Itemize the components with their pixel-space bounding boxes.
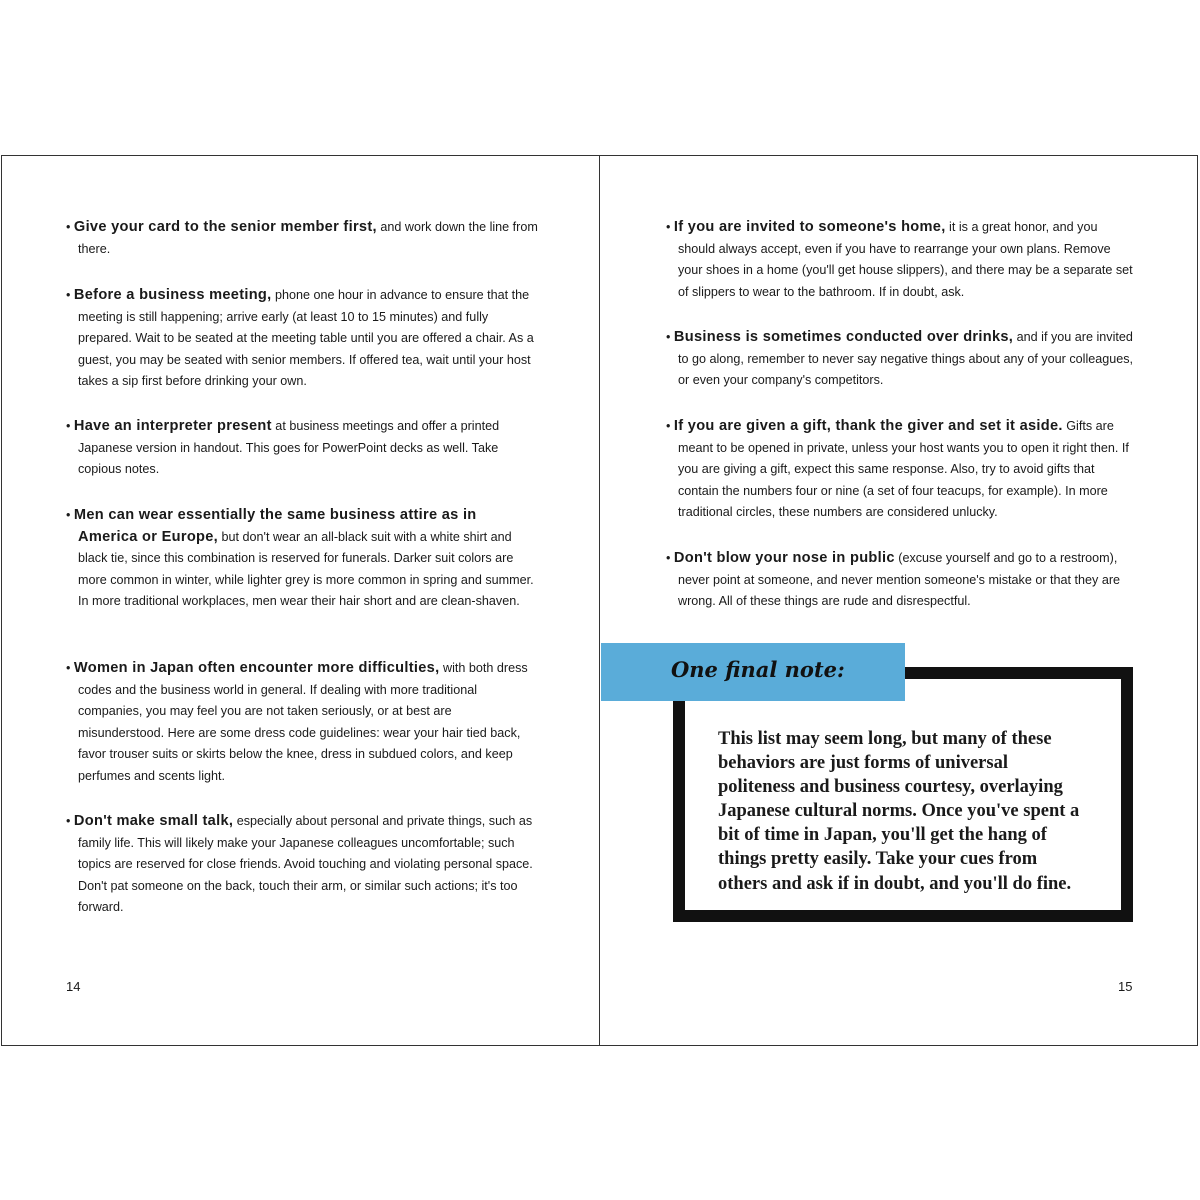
bullet-item: • Don't blow your nose in public (excuse yourself and go to a restroom), never point at someone, and never mention someone's mistake or that they are wrong. All of these things are rude and disrespectful. xyxy=(666,550,1121,608)
bullet-item: • Women in Japan often encounter more difficulties, with both dress codes and the business world in general. If dealing with more traditional companies, you may feel you are not taken seriously, or at best are misunderstood. Here are some dress code guidelines: wear your hair tied back, favor trouser suits or skirts below the knee, dress in subdued colors, and keep perfumes and scents light. xyxy=(66,660,528,783)
callout-banner xyxy=(601,643,905,701)
page-number: 14 xyxy=(66,979,81,994)
bullet-lead: Don't blow your nose in public xyxy=(673,550,895,566)
callout-body: This list may seem long, but many of these behaviors are just forms of universal politeness and business courtesy, overlaying Japanese cultural norms. Once you've spent a bit of time in Japan, you'll get the hang of things pretty easily. Take your cues from others and ask if in doubt, and you'll do fine. xyxy=(718,729,1080,894)
bullet-item: • Don't make small talk, especially about personal and private things, such as family life. This will likely make your Japanese colleagues uncomfortable; such topics are reserved for close friends. Avoid touching and violating personal space. Don't pat someone on the back, touch their arm, or similar such actions; it's too forward. xyxy=(66,813,533,914)
bullet-lead: Business is sometimes conducted over drinks, xyxy=(673,329,1014,345)
bullet-body: and work down the line from there. xyxy=(78,220,538,256)
bullet-item: • Men can wear essentially the same business attire as in America or Europe, but don't wear an all-black suit with a white shirt and black tie, since this combination is reserved for funerals. Darker suit colors are more common in winter, while lighter grey is more common in spring and summer. In more traditional workplaces, men wear their hair short and are clean-shaven. xyxy=(66,507,534,608)
bullet-lead: Have an interpreter present xyxy=(73,418,272,434)
bullet-item: • If you are invited to someone's home, it is a great honor, and you should always accept, even if you have to rearrange your own plans. Remove your shoes in a home (you'll get house slippers), and there may be a separate set of slippers to wear to the bathroom. If in doubt, ask. xyxy=(666,219,1133,299)
bullet-lead: Men can wear essentially the same business attire as in America or Europe, xyxy=(73,507,477,545)
page-number: 15 xyxy=(1118,979,1133,994)
bullet-item: • Before a business meeting, phone one hour in advance to ensure that the meeting is still happening; arrive early (at least 10 to 15 minutes) and fully prepared. Wait to be seated at the meeting table until you are offered a chair. As a guest, you may be seated with senior members. If offered tea, wait until your host takes a sip first before drinking your own. xyxy=(66,287,534,388)
bullet-lead: If you are invited to someone's home, xyxy=(673,219,946,235)
bullet-body: but don't wear an all-black suit with a white shirt and black tie, since this combination is reserved for funerals. Darker suit colors are more common in winter, while lighter grey is more common in spring and summer. In more traditional workplaces, men wear their hair short and are clean-shaven. xyxy=(78,529,534,608)
callout-box xyxy=(673,667,1133,922)
bullet-body: (excuse yourself and go to a restroom), never point at someone, and never mention someone's mistake or that they are wrong. All of these things are rude and disrespectful. xyxy=(678,551,1121,608)
bullet-item: • If you are given a gift, thank the giver and set it aside. Gifts are meant to be opened in private, unless your host wants you to open it right then. If you are giving a gift, expect this same response. Also, try to avoid gifts that contain the numbers four or nine (a set of four teacups, for example). In more traditional circles, these numbers are considered unlucky. xyxy=(666,418,1129,519)
bullet-body: especially about personal and private things, such as family life. This will likely make your Japanese colleagues uncomfortable; such topics are reserved for close friends. Avoid touching and violating personal space. Don't pat someone on the back, touch their arm, or similar such actions; it's too forward. xyxy=(78,814,533,914)
bullet-lead: Before a business meeting, xyxy=(73,287,272,303)
bullet-body: and if you are invited to go along, remember to never say negative things about any of your colleagues, or even your company's competitors. xyxy=(678,330,1134,387)
bullet-body: with both dress codes and the business world in general. If dealing with more traditional companies, you may feel you are not taken seriously, or at best are misunderstood. Here are some dress code guidelines: wear your hair tied back, favor trouser suits or skirts below the knee, dress in subdued colors, and keep perfumes and scents light. xyxy=(78,661,528,783)
bullet-lead: Women in Japan often encounter more difficulties, xyxy=(73,660,440,676)
bullet-item: • Have an interpreter present at business meetings and offer a printed Japanese version in handout. This goes for PowerPoint decks as well. Take copious notes. xyxy=(66,418,500,476)
callout-title: One final note: xyxy=(671,657,845,682)
page-fold xyxy=(599,155,600,1046)
bullet-body: Gifts are meant to be opened in private, unless your host wants you to open it right then. If you are giving a gift, expect this same response. Also, try to avoid gifts that contain the numbers four or nine (a set of four teacups, for example). In more traditional circles, these numbers are considered unlucky. xyxy=(678,419,1129,519)
bullet-lead: Give your card to the senior member first, xyxy=(73,219,377,235)
bullet-body: phone one hour in advance to ensure that the meeting is still happening; arrive early (at least 10 to 15 minutes) and fully prepared. Wait to be seated at the meeting table until you are offered a chair. As a guest, you may be seated with senior members. If offered tea, wait until your host takes a sip first before drinking your own. xyxy=(78,288,534,388)
bullet-lead: If you are given a gift, thank the giver and set it aside. xyxy=(673,418,1063,434)
bullet-lead: Don't make small talk, xyxy=(73,813,234,829)
bullet-item: • Business is sometimes conducted over drinks, and if you are invited to go along, remember to never say negative things about any of your colleagues, or even your company's competitors. xyxy=(666,329,1134,387)
bullet-item: • Give your card to the senior member first, and work down the line from there. xyxy=(66,219,538,256)
bullet-body: at business meetings and offer a printed Japanese version in handout. This goes for PowerPoint decks as well. Take copious notes. xyxy=(78,419,500,476)
bullet-body: it is a great honor, and you should always accept, even if you have to rearrange your own plans. Remove your shoes in a home (you'll get house slippers), and there may be a separate set of slippers to wear to the bathroom. If in doubt, ask. xyxy=(678,220,1133,299)
